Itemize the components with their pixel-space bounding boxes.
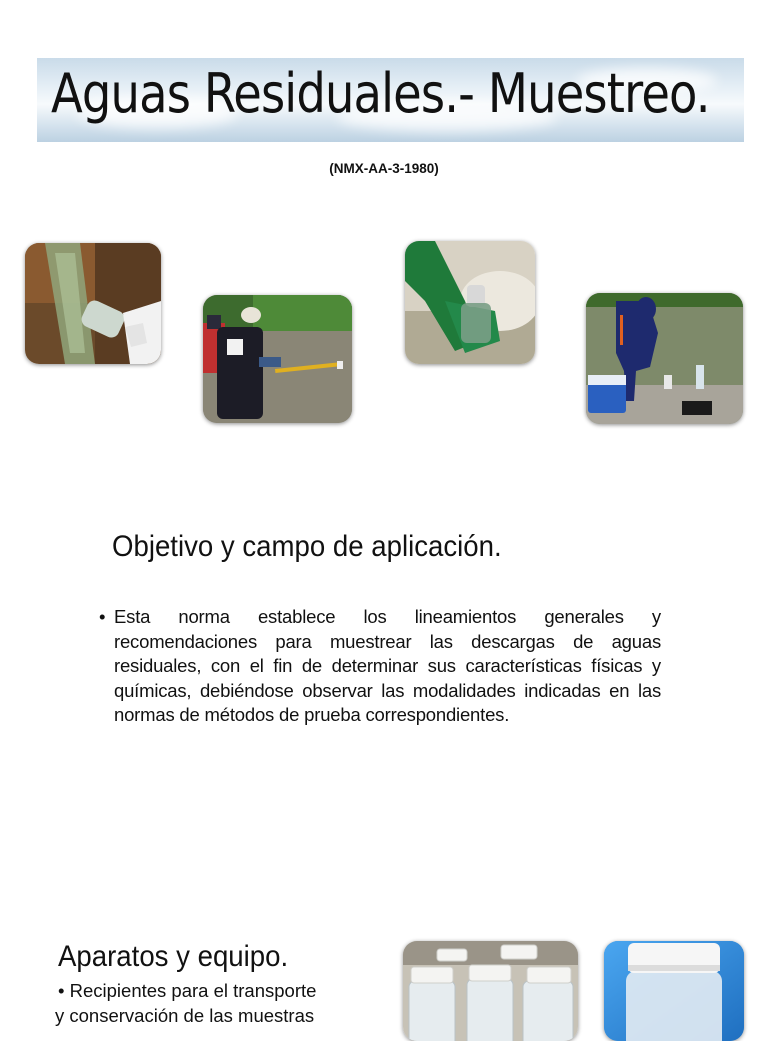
section-heading-aparatos: Aparatos y equipo.: [58, 940, 289, 973]
photo-water-sample-bottle: [25, 243, 161, 364]
photo-technician-stream: [586, 293, 743, 424]
aparatos-list-item: [55, 978, 355, 1028]
bullet-marker: •: [58, 980, 65, 1001]
section-heading-objetivo: Objetivo y campo de aplicación.: [112, 530, 502, 563]
page-title: Aguas Residuales.- Muestreo.: [51, 62, 710, 125]
objetivo-text: Esta norma establece los lineamientos generales y recomendaciones para muestrear las descargas de aguas residuales, con el fin de determinar sus características físicas y químicas, debiéndose observar las modalidades indicadas en las normas de métodos de prueba correspondientes.: [114, 606, 661, 725]
aparatos-text-line1: Recipientes para el transporte: [69, 980, 317, 1001]
aparatos-text-line2: y conservación de las muestras: [55, 1005, 315, 1026]
standard-code: (NMX-AA-3-1980): [329, 161, 439, 176]
photo-sample-jars: [403, 941, 578, 1041]
title-banner: [37, 58, 744, 142]
objetivo-paragraph: [99, 605, 661, 728]
photo-gloved-hand-bottle: [405, 241, 535, 364]
photo-worker-sampling-pole: [203, 295, 352, 423]
photo-sample-container: [604, 941, 744, 1041]
bullet-marker: •: [99, 606, 106, 627]
